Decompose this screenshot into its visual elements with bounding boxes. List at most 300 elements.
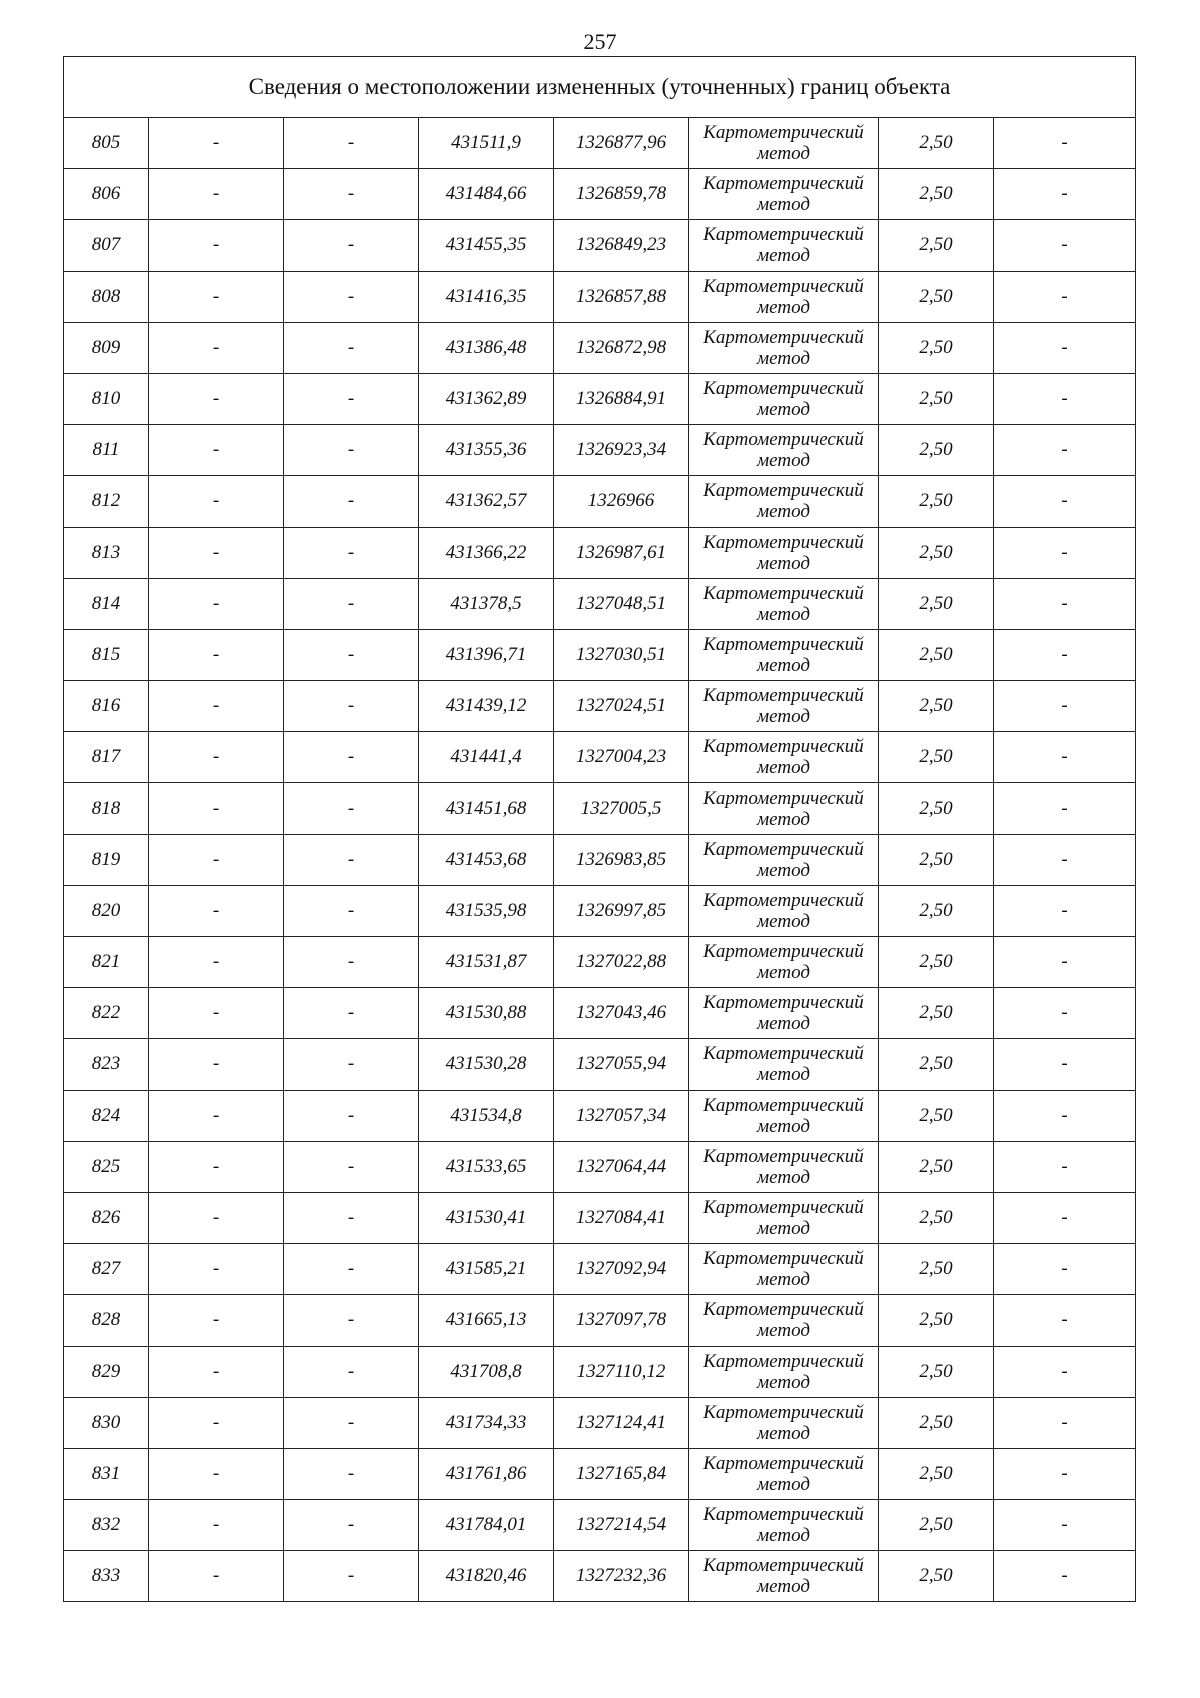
method-line-2: метод	[757, 706, 810, 728]
empty-cell: -	[284, 1397, 419, 1448]
empty-cell: -	[284, 578, 419, 629]
method-line-1: Картометрический	[703, 429, 864, 451]
accuracy-cell: 2,50	[879, 1141, 994, 1192]
point-number-cell: 832	[64, 1500, 149, 1551]
accuracy-cell: 2,50	[879, 783, 994, 834]
x-coordinate-cell: 431734,33	[419, 1397, 554, 1448]
point-number-cell: 815	[64, 629, 149, 680]
point-number-cell: 824	[64, 1090, 149, 1141]
accuracy-cell: 2,50	[879, 1192, 994, 1243]
method-line-1: Картометрический	[703, 480, 864, 502]
method-line-1: Картометрический	[703, 1401, 864, 1423]
empty-cell: -	[284, 1346, 419, 1397]
point-number-cell: 827	[64, 1244, 149, 1295]
method-cell	[689, 937, 879, 988]
empty-cell: -	[284, 937, 419, 988]
method-cell	[689, 1244, 879, 1295]
empty-cell: -	[284, 732, 419, 783]
table-row	[64, 834, 1136, 885]
empty-cell: -	[284, 1090, 419, 1141]
accuracy-cell: 2,50	[879, 885, 994, 936]
method-line-1: Картометрический	[703, 1043, 864, 1065]
x-coordinate-cell: 431511,9	[419, 118, 554, 169]
point-number-cell: 807	[64, 220, 149, 271]
y-coordinate-cell: 1327005,5	[554, 783, 689, 834]
empty-cell: -	[284, 220, 419, 271]
empty-cell: -	[149, 527, 284, 578]
empty-cell: -	[149, 1551, 284, 1602]
table-row	[64, 681, 1136, 732]
y-coordinate-cell: 1326923,34	[554, 425, 689, 476]
x-coordinate-cell: 431416,35	[419, 271, 554, 322]
accuracy-cell: 2,50	[879, 732, 994, 783]
method-cell	[689, 681, 879, 732]
table-body	[64, 118, 1136, 1602]
method-cell	[689, 732, 879, 783]
accuracy-cell: 2,50	[879, 1090, 994, 1141]
x-coordinate-cell: 431535,98	[419, 885, 554, 936]
method-line-2: метод	[757, 1473, 810, 1495]
method-line-1: Картометрический	[703, 1350, 864, 1372]
y-coordinate-cell: 1326987,61	[554, 527, 689, 578]
method-line-1: Картометрический	[703, 1504, 864, 1526]
accuracy-cell: 2,50	[879, 1295, 994, 1346]
x-coordinate-cell: 431455,35	[419, 220, 554, 271]
method-line-1: Картометрический	[703, 1555, 864, 1577]
empty-cell: -	[284, 1141, 419, 1192]
method-line-1: Картометрический	[703, 582, 864, 604]
table-row	[64, 220, 1136, 271]
empty-cell: -	[149, 271, 284, 322]
table-row	[64, 1244, 1136, 1295]
method-line-1: Картометрический	[703, 531, 864, 553]
table-row	[64, 1192, 1136, 1243]
x-coordinate-cell: 431820,46	[419, 1551, 554, 1602]
empty-cell: -	[994, 1090, 1136, 1141]
method-line-1: Картометрический	[703, 633, 864, 655]
empty-cell: -	[284, 1192, 419, 1243]
y-coordinate-cell: 1327084,41	[554, 1192, 689, 1243]
table-row	[64, 578, 1136, 629]
y-coordinate-cell: 1326849,23	[554, 220, 689, 271]
table-row	[64, 271, 1136, 322]
y-coordinate-cell: 1327110,12	[554, 1346, 689, 1397]
x-coordinate-cell: 431665,13	[419, 1295, 554, 1346]
empty-cell: -	[149, 1346, 284, 1397]
method-line-2: метод	[757, 910, 810, 932]
y-coordinate-cell: 1326877,96	[554, 118, 689, 169]
point-number-cell: 811	[64, 425, 149, 476]
x-coordinate-cell: 431366,22	[419, 527, 554, 578]
page-number: 257	[583, 29, 617, 54]
empty-cell: -	[994, 220, 1136, 271]
empty-cell: -	[994, 988, 1136, 1039]
method-line-1: Картометрический	[703, 224, 864, 246]
method-line-2: метод	[757, 296, 810, 318]
empty-cell: -	[994, 1551, 1136, 1602]
method-line-2: метод	[757, 245, 810, 267]
method-line-1: Картометрический	[703, 1248, 864, 1270]
method-cell	[689, 834, 879, 885]
empty-cell: -	[149, 885, 284, 936]
method-line-1: Картометрический	[703, 1197, 864, 1219]
method-cell	[689, 271, 879, 322]
empty-cell: -	[994, 629, 1136, 680]
method-cell	[689, 118, 879, 169]
empty-cell: -	[994, 1141, 1136, 1192]
y-coordinate-cell: 1326872,98	[554, 322, 689, 373]
empty-cell: -	[149, 1397, 284, 1448]
method-line-2: метод	[757, 1218, 810, 1240]
accuracy-cell: 2,50	[879, 373, 994, 424]
method-line-2: метод	[757, 859, 810, 881]
method-line-1: Картометрический	[703, 889, 864, 911]
method-cell	[689, 885, 879, 936]
accuracy-cell: 2,50	[879, 118, 994, 169]
method-cell	[689, 1397, 879, 1448]
accuracy-cell: 2,50	[879, 1346, 994, 1397]
empty-cell: -	[149, 1500, 284, 1551]
accuracy-cell: 2,50	[879, 1039, 994, 1090]
x-coordinate-cell: 431534,8	[419, 1090, 554, 1141]
empty-cell: -	[994, 425, 1136, 476]
y-coordinate-cell: 1327124,41	[554, 1397, 689, 1448]
table-row	[64, 783, 1136, 834]
method-cell	[689, 1295, 879, 1346]
empty-cell: -	[994, 783, 1136, 834]
empty-cell: -	[284, 1244, 419, 1295]
empty-cell: -	[994, 271, 1136, 322]
empty-cell: -	[284, 425, 419, 476]
table-row	[64, 629, 1136, 680]
x-coordinate-cell: 431530,28	[419, 1039, 554, 1090]
table-row	[64, 118, 1136, 169]
method-cell	[689, 783, 879, 834]
empty-cell: -	[149, 1090, 284, 1141]
method-line-1: Картометрический	[703, 787, 864, 809]
x-coordinate-cell: 431453,68	[419, 834, 554, 885]
table-row	[64, 1295, 1136, 1346]
empty-cell: -	[149, 220, 284, 271]
method-line-2: метод	[757, 603, 810, 625]
x-coordinate-cell: 431362,89	[419, 373, 554, 424]
table-row	[64, 1448, 1136, 1499]
method-line-2: метод	[757, 1576, 810, 1598]
method-line-1: Картометрический	[703, 1145, 864, 1167]
method-cell	[689, 527, 879, 578]
accuracy-cell: 2,50	[879, 937, 994, 988]
y-coordinate-cell: 1326859,78	[554, 169, 689, 220]
x-coordinate-cell: 431484,66	[419, 169, 554, 220]
empty-cell: -	[284, 1551, 419, 1602]
empty-cell: -	[994, 1039, 1136, 1090]
empty-cell: -	[284, 322, 419, 373]
method-cell	[689, 322, 879, 373]
empty-cell: -	[284, 527, 419, 578]
method-cell	[689, 1448, 879, 1499]
empty-cell: -	[284, 783, 419, 834]
empty-cell: -	[149, 732, 284, 783]
empty-cell: -	[284, 1039, 419, 1090]
x-coordinate-cell: 431378,5	[419, 578, 554, 629]
method-line-2: метод	[757, 1013, 810, 1035]
table-row	[64, 885, 1136, 936]
accuracy-cell: 2,50	[879, 629, 994, 680]
x-coordinate-cell: 431396,71	[419, 629, 554, 680]
table-row	[64, 988, 1136, 1039]
empty-cell: -	[994, 1397, 1136, 1448]
y-coordinate-cell: 1326983,85	[554, 834, 689, 885]
method-line-1: Картометрический	[703, 122, 864, 144]
y-coordinate-cell: 1326966	[554, 476, 689, 527]
empty-cell: -	[994, 834, 1136, 885]
method-line-2: метод	[757, 1320, 810, 1342]
y-coordinate-cell: 1327092,94	[554, 1244, 689, 1295]
method-line-2: метод	[757, 1115, 810, 1137]
empty-cell: -	[284, 885, 419, 936]
y-coordinate-cell: 1326997,85	[554, 885, 689, 936]
y-coordinate-cell: 1326884,91	[554, 373, 689, 424]
empty-cell: -	[284, 271, 419, 322]
x-coordinate-cell: 431355,36	[419, 425, 554, 476]
empty-cell: -	[994, 1244, 1136, 1295]
method-cell	[689, 476, 879, 527]
empty-cell: -	[994, 527, 1136, 578]
point-number-cell: 817	[64, 732, 149, 783]
table-row	[64, 732, 1136, 783]
point-number-cell: 814	[64, 578, 149, 629]
empty-cell: -	[284, 629, 419, 680]
table-row	[64, 322, 1136, 373]
x-coordinate-cell: 431784,01	[419, 1500, 554, 1551]
empty-cell: -	[149, 169, 284, 220]
method-line-2: метод	[757, 552, 810, 574]
method-line-1: Картометрический	[703, 378, 864, 400]
table-row	[64, 373, 1136, 424]
table-row	[64, 476, 1136, 527]
empty-cell: -	[284, 169, 419, 220]
empty-cell: -	[994, 476, 1136, 527]
accuracy-cell: 2,50	[879, 220, 994, 271]
x-coordinate-cell: 431441,4	[419, 732, 554, 783]
y-coordinate-cell: 1327055,94	[554, 1039, 689, 1090]
empty-cell: -	[284, 476, 419, 527]
y-coordinate-cell: 1327214,54	[554, 1500, 689, 1551]
point-number-cell: 810	[64, 373, 149, 424]
empty-cell: -	[284, 834, 419, 885]
empty-cell: -	[149, 629, 284, 680]
empty-cell: -	[149, 1039, 284, 1090]
point-number-cell: 808	[64, 271, 149, 322]
accuracy-cell: 2,50	[879, 1448, 994, 1499]
table-row	[64, 1346, 1136, 1397]
empty-cell: -	[149, 937, 284, 988]
point-number-cell: 820	[64, 885, 149, 936]
method-line-2: метод	[757, 962, 810, 984]
empty-cell: -	[994, 578, 1136, 629]
x-coordinate-cell: 431585,21	[419, 1244, 554, 1295]
y-coordinate-cell: 1327057,34	[554, 1090, 689, 1141]
method-cell	[689, 425, 879, 476]
table-row	[64, 1397, 1136, 1448]
x-coordinate-cell: 431386,48	[419, 322, 554, 373]
table-title: Сведения о местоположении измененных (уточненных) границ объекта	[64, 57, 1136, 118]
accuracy-cell: 2,50	[879, 1397, 994, 1448]
empty-cell: -	[149, 578, 284, 629]
method-line-1: Картометрический	[703, 173, 864, 195]
point-number-cell: 831	[64, 1448, 149, 1499]
point-number-cell: 826	[64, 1192, 149, 1243]
accuracy-cell: 2,50	[879, 834, 994, 885]
method-cell	[689, 1551, 879, 1602]
method-line-1: Картометрический	[703, 1094, 864, 1116]
empty-cell: -	[994, 322, 1136, 373]
point-number-cell: 830	[64, 1397, 149, 1448]
accuracy-cell: 2,50	[879, 1244, 994, 1295]
empty-cell: -	[994, 169, 1136, 220]
empty-cell: -	[284, 373, 419, 424]
accuracy-cell: 2,50	[879, 425, 994, 476]
method-line-1: Картометрический	[703, 941, 864, 963]
y-coordinate-cell: 1326857,88	[554, 271, 689, 322]
method-cell	[689, 1090, 879, 1141]
empty-cell: -	[149, 834, 284, 885]
point-number-cell: 819	[64, 834, 149, 885]
empty-cell: -	[994, 681, 1136, 732]
empty-cell: -	[149, 118, 284, 169]
y-coordinate-cell: 1327030,51	[554, 629, 689, 680]
empty-cell: -	[994, 885, 1136, 936]
accuracy-cell: 2,50	[879, 1551, 994, 1602]
table-row	[64, 1141, 1136, 1192]
method-line-1: Картометрический	[703, 838, 864, 860]
accuracy-cell: 2,50	[879, 476, 994, 527]
point-number-cell: 833	[64, 1551, 149, 1602]
x-coordinate-cell: 431530,41	[419, 1192, 554, 1243]
table-row	[64, 169, 1136, 220]
table-row	[64, 425, 1136, 476]
x-coordinate-cell: 431761,86	[419, 1448, 554, 1499]
boundary-coordinates-table	[63, 56, 1136, 1602]
accuracy-cell: 2,50	[879, 988, 994, 1039]
method-cell	[689, 1500, 879, 1551]
empty-cell: -	[284, 681, 419, 732]
table-row	[64, 1090, 1136, 1141]
empty-cell: -	[994, 1192, 1136, 1243]
method-cell	[689, 1346, 879, 1397]
empty-cell: -	[149, 425, 284, 476]
method-line-1: Картометрический	[703, 1299, 864, 1321]
point-number-cell: 813	[64, 527, 149, 578]
empty-cell: -	[994, 118, 1136, 169]
y-coordinate-cell: 1327048,51	[554, 578, 689, 629]
x-coordinate-cell: 431533,65	[419, 1141, 554, 1192]
y-coordinate-cell: 1327097,78	[554, 1295, 689, 1346]
empty-cell: -	[149, 373, 284, 424]
x-coordinate-cell: 431362,57	[419, 476, 554, 527]
method-line-2: метод	[757, 450, 810, 472]
empty-cell: -	[284, 988, 419, 1039]
table-row	[64, 1039, 1136, 1090]
point-number-cell: 812	[64, 476, 149, 527]
y-coordinate-cell: 1327165,84	[554, 1448, 689, 1499]
table-row	[64, 527, 1136, 578]
method-line-2: метод	[757, 143, 810, 165]
empty-cell: -	[149, 783, 284, 834]
method-cell	[689, 1039, 879, 1090]
point-number-cell: 805	[64, 118, 149, 169]
method-line-2: метод	[757, 347, 810, 369]
method-line-2: метод	[757, 1269, 810, 1291]
method-cell	[689, 629, 879, 680]
point-number-cell: 821	[64, 937, 149, 988]
point-number-cell: 818	[64, 783, 149, 834]
empty-cell: -	[994, 373, 1136, 424]
empty-cell: -	[149, 988, 284, 1039]
method-cell	[689, 988, 879, 1039]
accuracy-cell: 2,50	[879, 322, 994, 373]
accuracy-cell: 2,50	[879, 271, 994, 322]
method-line-2: метод	[757, 1525, 810, 1547]
empty-cell: -	[149, 1244, 284, 1295]
empty-cell: -	[994, 1295, 1136, 1346]
empty-cell: -	[149, 681, 284, 732]
empty-cell: -	[994, 937, 1136, 988]
empty-cell: -	[149, 322, 284, 373]
point-number-cell: 822	[64, 988, 149, 1039]
y-coordinate-cell: 1327232,36	[554, 1551, 689, 1602]
point-number-cell: 809	[64, 322, 149, 373]
y-coordinate-cell: 1327064,44	[554, 1141, 689, 1192]
method-cell	[689, 169, 879, 220]
method-line-1: Картометрический	[703, 992, 864, 1014]
accuracy-cell: 2,50	[879, 1500, 994, 1551]
method-cell	[689, 220, 879, 271]
x-coordinate-cell: 431708,8	[419, 1346, 554, 1397]
method-line-1: Картометрический	[703, 275, 864, 297]
method-line-2: метод	[757, 808, 810, 830]
y-coordinate-cell: 1327022,88	[554, 937, 689, 988]
method-cell	[689, 1192, 879, 1243]
table-row	[64, 1500, 1136, 1551]
x-coordinate-cell: 431531,87	[419, 937, 554, 988]
point-number-cell: 829	[64, 1346, 149, 1397]
accuracy-cell: 2,50	[879, 527, 994, 578]
method-line-2: метод	[757, 501, 810, 523]
method-cell	[689, 1141, 879, 1192]
table-row	[64, 937, 1136, 988]
method-line-2: метод	[757, 654, 810, 676]
method-line-1: Картометрический	[703, 1452, 864, 1474]
method-line-2: метод	[757, 757, 810, 779]
empty-cell: -	[149, 476, 284, 527]
point-number-cell: 816	[64, 681, 149, 732]
y-coordinate-cell: 1327004,23	[554, 732, 689, 783]
empty-cell: -	[994, 732, 1136, 783]
method-line-2: метод	[757, 194, 810, 216]
x-coordinate-cell: 431530,88	[419, 988, 554, 1039]
method-line-2: метод	[757, 1166, 810, 1188]
table-title-row	[64, 57, 1136, 118]
empty-cell: -	[284, 1500, 419, 1551]
empty-cell: -	[149, 1192, 284, 1243]
accuracy-cell: 2,50	[879, 681, 994, 732]
empty-cell: -	[994, 1448, 1136, 1499]
method-cell	[689, 373, 879, 424]
point-number-cell: 825	[64, 1141, 149, 1192]
method-line-2: метод	[757, 399, 810, 421]
method-line-2: метод	[757, 1064, 810, 1086]
